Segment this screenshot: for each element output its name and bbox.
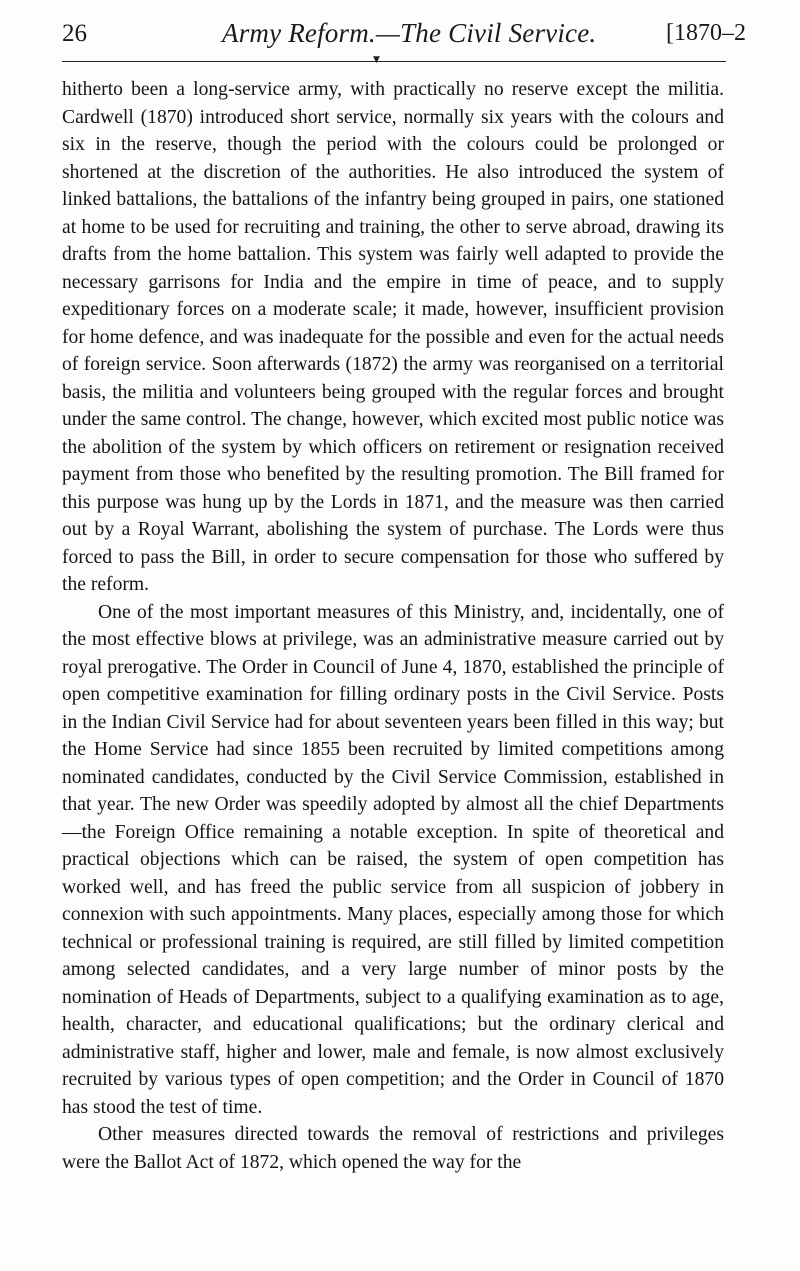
paragraph: One of the most important measures of this Ministry, and, incidentally, one of the most effective blows at privilege, was an administrative measure carried out by royal prerogative. The Order in Council of June 4, 1870, established the principle of open competitive examination for filling ordinary posts in the Civil Service. Posts in the Indian Civil Service had for about seventeen years been filled in this way; but the Home Service had since 1855 been recruited by limited competitions among nominated candidates, conducted by the Civil Service Commission, established in that year. The new Order was speedily adopted by almost all the chief Departments—the Foreign Office remaining a notable exception. In spite of theoretical and practical objections which can be raised, the system of open competition has worked well, and has freed the public service from all suspicion of jobbery in connexion with such appointments. Many places, especially among those for which technical or professional training is required, are still filled by limited competition among selected candidates, and a very large number of minor posts by the nomination of Heads of Departments, subject to a qualifying examination as to age, health, character, and educational qualifications; but the ordinary clerical and administrative staff, higher and lower, male and female, is now almost exclusively recruited by various types of open competition; and the Order in Council of 1870 has stood the test of time. [62, 601, 724, 1118]
page-number: 26 [62, 20, 87, 47]
rule-ornament-icon: ▼ [373, 55, 380, 65]
body-text [62, 76, 724, 1176]
date-range: [1870–2 [666, 20, 746, 46]
paragraph: Other measures directed towards the removal of restrictions and privileges were the Ballot Act of 1872, which opened the way for the [62, 1124, 724, 1173]
header-rule [62, 61, 726, 62]
running-title: Army Reform.—The Civil Service. [222, 18, 597, 48]
page-header [62, 14, 762, 54]
paragraph: hitherto been a long-service army, with practically no reserve except the militia. Cardwell (1870) introduced short service, normally six years with the colours and six in the reserve, though the period with the colours could be prolonged or shortened at the discretion of the authorities. He also introduced the system of linked battalions, the battalions of the infantry being grouped in pairs, one stationed at home to be used for recruiting and training, the other to serve abroad, drawing its drafts from the home battalion. This system was fairly well adapted to provide the necessary garrisons for India and the empire in time of peace, and to supply expeditionary forces on a moderate scale; it made, however, insufficient provision for home defence, and was inadequate for the possible and even for the actual needs of foreign service. Soon afterwards (1872) the army was reorganised on a territorial basis, the militia and volunteers being grouped with the regular forces and brought under the same control. The change, however, which excited most public notice was the abolition of the system by which officers on retirement or resignation received payment from those who benefited by the resulting promotion. The Bill framed for this purpose was hung up by the Lords in 1871, and the measure was then carried out by a Royal Warrant, abolishing the system of purchase. The Lords were thus forced to pass the Bill, in order to secure compensation for those who suffered by the reform. [62, 79, 724, 595]
